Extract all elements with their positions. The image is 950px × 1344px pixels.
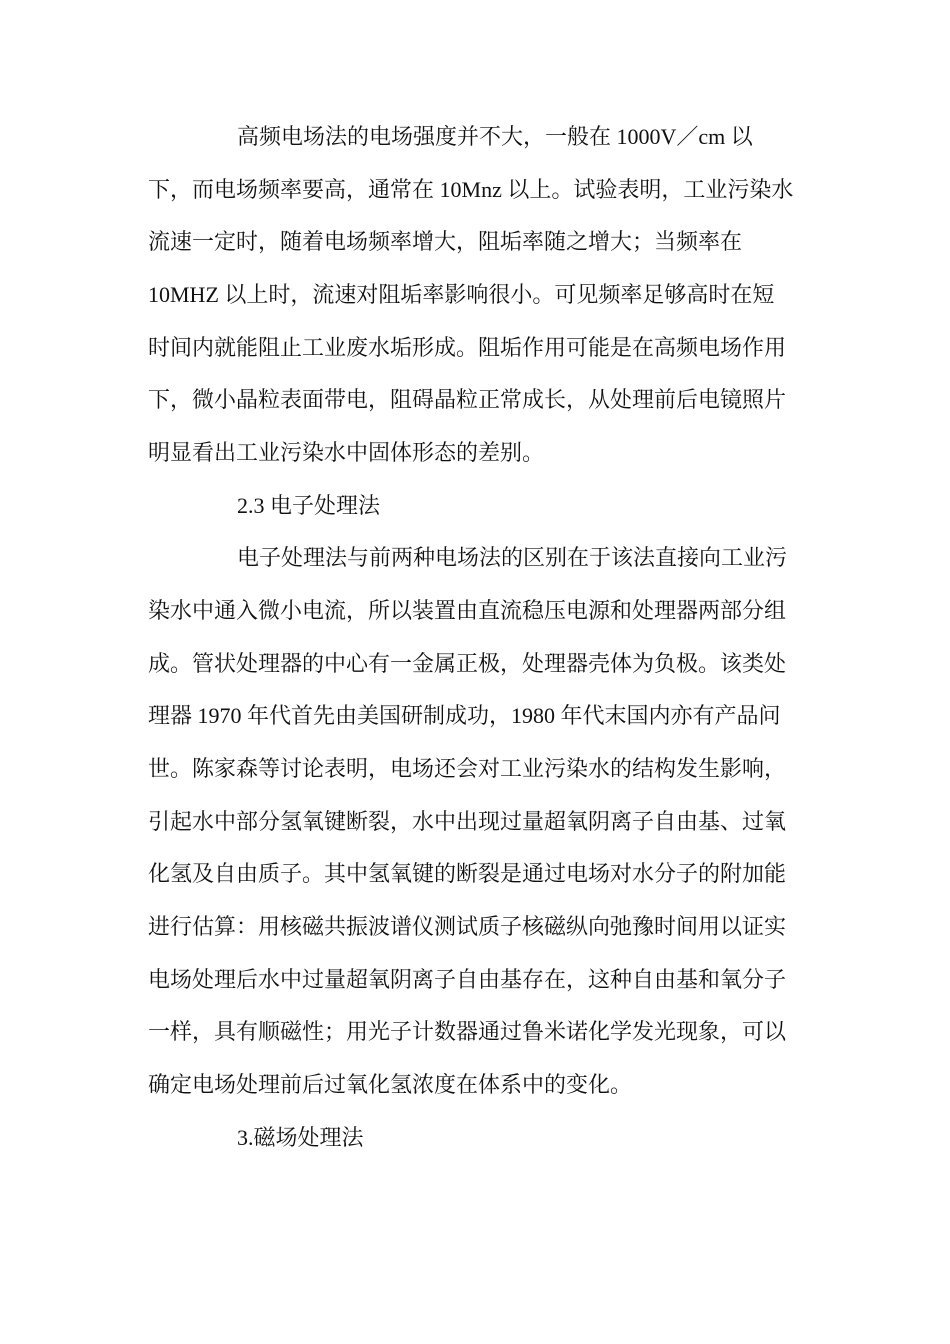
section-heading-3: 3.磁场处理法 bbox=[237, 1125, 364, 1150]
paragraph-1-line-4: 10MHZ 以上时，流速对阻垢率影响很小。可见频率足够高时在短 bbox=[148, 282, 775, 307]
paragraph-2-line-8: 进行估算：用核磁共振波谱仪测试质子核磁纵向弛豫时间用以证实 bbox=[148, 914, 787, 939]
paragraph-2-line-10: 一样，具有顺磁性；用光子计数器通过鲁米诺化学发光现象，可以 bbox=[148, 1019, 787, 1044]
paragraph-1-line-6: 下，微小晶粒表面带电，阻碍晶粒正常成长，从处理前后电镜照片 bbox=[148, 387, 787, 412]
paragraph-2-line-9: 电场处理后水中过量超氧阴离子自由基存在，这种自由基和氧分子 bbox=[148, 967, 787, 992]
paragraph-2-line-6: 引起水中部分氢氧键断裂，水中出现过量超氧阴离子自由基、过氧 bbox=[148, 809, 787, 834]
paragraph-1-line-2: 下，而电场频率要高，通常在 10Mnz 以上。试验表明，工业污染水 bbox=[148, 177, 794, 202]
paragraph-2-line-5: 世。陈家森等讨论表明，电场还会对工业污染水的结构发生影响， bbox=[148, 756, 787, 781]
paragraph-2-line-4: 理器 1970 年代首先由美国研制成功，1980 年代末国内亦有产品问 bbox=[148, 703, 781, 728]
paragraph-1-line-7: 明显看出工业污染水中固体形态的差别。 bbox=[148, 440, 545, 465]
paragraph-1-line-1: 高频电场法的电场强度并不大，一般在 1000V／cm 以 bbox=[237, 124, 753, 149]
paragraph-1-line-3: 流速一定时，随着电场频率增大，阻垢率随之增大；当频率在 bbox=[148, 229, 743, 254]
paragraph-2-line-1: 电子处理法与前两种电场法的区别在于该法直接向工业污 bbox=[237, 545, 788, 570]
paragraph-2-line-7: 化氢及自由质子。其中氢氧键的断裂是通过电场对水分子的附加能 bbox=[148, 861, 787, 886]
paragraph-2-line-3: 成。管状处理器的中心有一金属正极，处理器壳体为负极。该类处 bbox=[148, 651, 787, 676]
paragraph-2-line-11: 确定电场处理前后过氧化氢浓度在体系中的变化。 bbox=[148, 1072, 633, 1097]
paragraph-2-line-2: 染水中通入微小电流，所以装置由直流稳压电源和处理器两部分组 bbox=[148, 598, 787, 623]
paragraph-1-line-5: 时间内就能阻止工业废水垢形成。阻垢作用可能是在高频电场作用 bbox=[148, 335, 787, 360]
section-heading-2-3: 2.3 电子处理法 bbox=[237, 493, 381, 518]
